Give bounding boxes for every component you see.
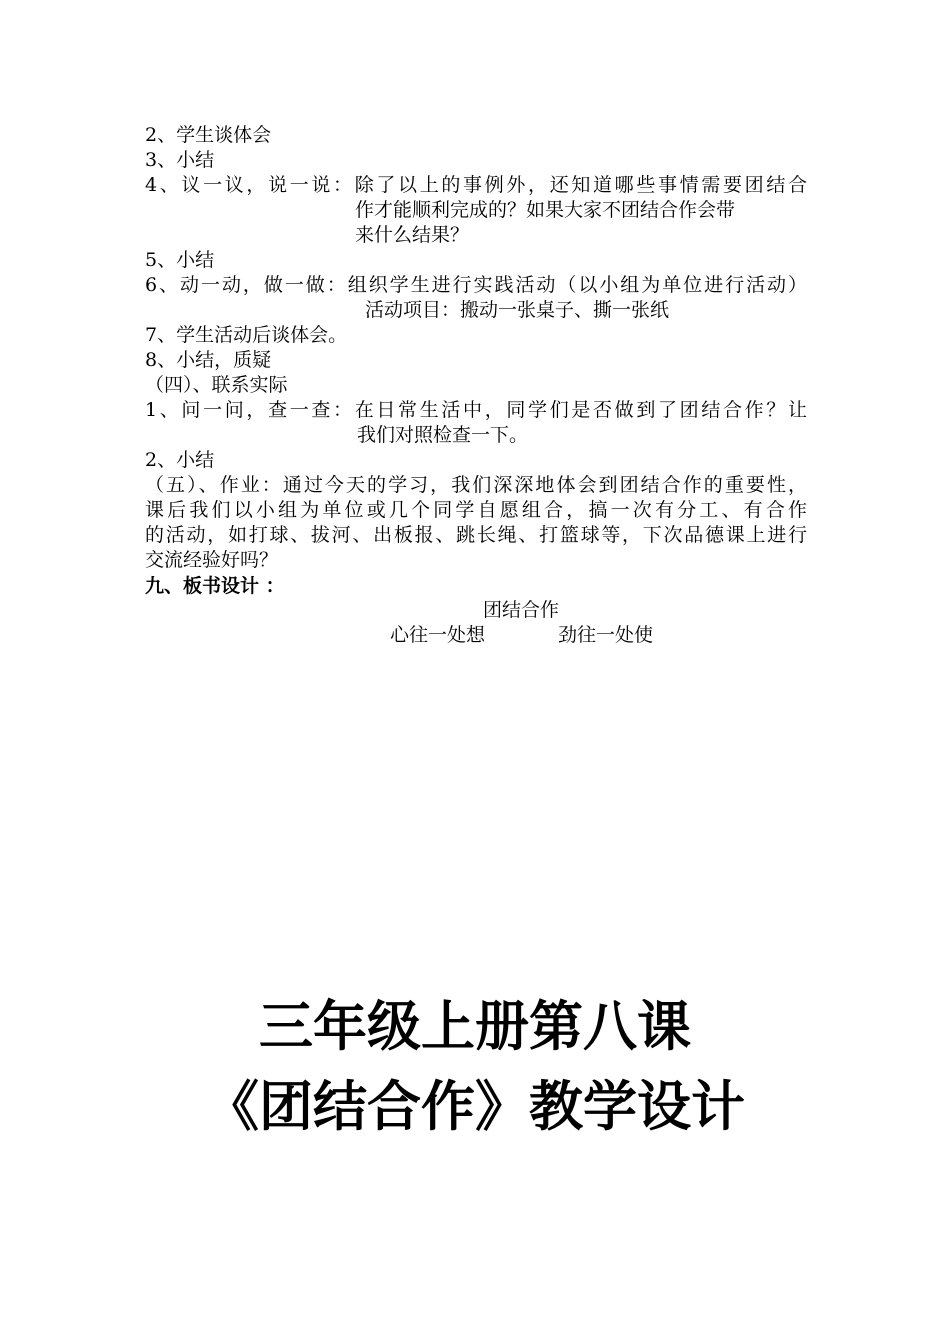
text-line: 的活动，如打球、拔河、出板报、跳长绳、打篮球等，下次品德课上进行 [145,524,807,546]
document-title-line-1: 三年级上册第八课 [259,995,691,1058]
text-line: （五）、作业：通过今天的学习，我们深深地体会到团结合作的重要性， [145,474,807,496]
text-line: 活动项目：搬动一张桌子、撕一张纸 [365,299,670,321]
board-left-text: 心往一处想 [390,624,486,646]
text-line: 作才能顺利完成的？如果大家不团结合作会带 [355,199,736,221]
text-line: 我们对照检查一下。 [357,424,529,446]
text-line: 来什么结果？ [355,224,470,246]
board-right-text: 劲往一处使 [558,624,654,646]
text-line: 3、小结 [145,149,215,171]
text-line: 6、动一动，做一做：组织学生进行实践活动（以小组为单位进行活动） [145,274,807,296]
text-line: 交流经验好吗？ [145,549,279,571]
text-line: 5、小结 [145,249,215,271]
text-line: 8、小结，质疑 [145,349,272,371]
text-line: 2、学生谈体会 [145,124,272,146]
document-title-line-2: 《团结合作》教学设计 [205,1075,745,1138]
text-line: 4、议一议，说一说：除了以上的事例外，还知道哪些事情需要团结合 [145,174,807,196]
text-line: 7、学生活动后谈体会。 [145,324,348,346]
text-line: 2、小结 [145,449,215,471]
text-line: 1、问一问，查一查：在日常生活中，同学们是否做到了团结合作？让 [145,399,807,421]
text-line: 课后我们以小组为单位或几个同学自愿组合，搞一次有分工、有合作 [145,499,807,521]
board-center-text: 团结合作 [483,599,560,621]
board-design-heading: 九、板书设计 ： [145,575,285,597]
section-heading: （四）、联系实际 [145,374,288,396]
